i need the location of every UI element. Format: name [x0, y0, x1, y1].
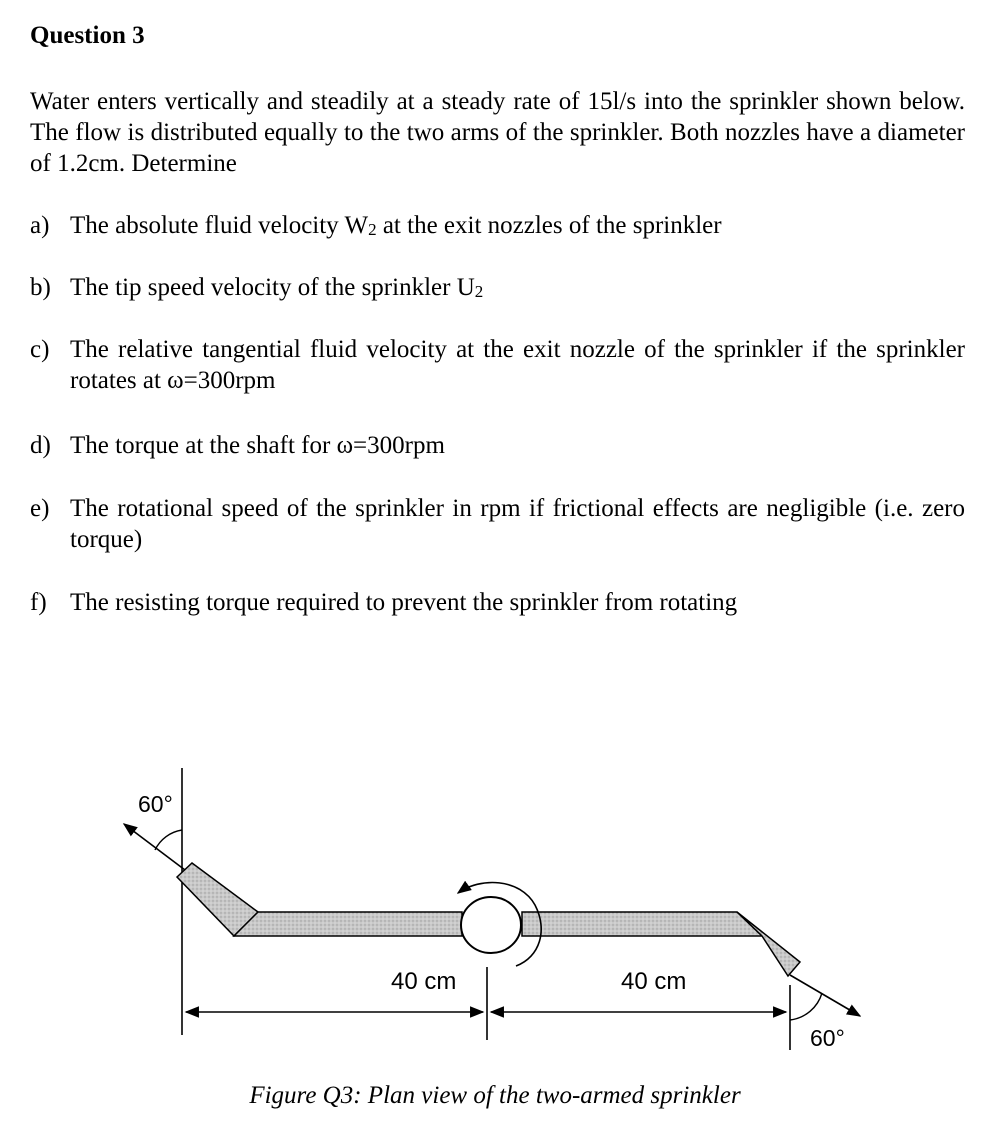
part-text: The torque at the shaft for ω=300rpm: [70, 432, 445, 459]
part-text: The tip speed velocity of the sprinkler $U_2$: [70, 274, 484, 301]
sprinkler-hub: [461, 897, 521, 953]
angle-right-label: 60°: [810, 1025, 845, 1051]
part-label: e): [30, 495, 50, 522]
dimension-left-label: 40 cm: [391, 968, 457, 995]
right-nozzle: [737, 912, 800, 976]
part-label: c): [30, 336, 50, 363]
left-angle-arc: [155, 830, 182, 850]
right-arm: [522, 912, 762, 936]
part-label: b): [30, 274, 51, 301]
angle-left-label: 60°: [138, 791, 173, 817]
question-intro: Water enters vertically and steadily at a steady rate of 15l/s into the sprinkler shown below. The flow is distributed equally to the two arms of the sprinkler. Both nozzles have a diameter of 1.2cm. Determine: [30, 88, 965, 177]
dimension-right-label: 40 cm: [621, 968, 687, 995]
part-text: The absolute fluid velocity $W_2$ at the exit nozzles of the sprinkler: [70, 212, 722, 239]
part-label: f): [30, 589, 47, 616]
part-label: d): [30, 432, 51, 459]
part-text: The rotational speed of the sprinkler in rpm if frictional effects are negligible (i.e. zero torque): [70, 495, 965, 553]
part-text: The relative tangential fluid velocity at the exit nozzle of the sprinkler if the sprinkler rotates at ω=300rpm: [70, 336, 965, 394]
figure-caption: Figure Q3: Plan view of the two-armed sprinkler: [249, 1082, 741, 1109]
right-angle-arc: [790, 993, 822, 1020]
right-jet-arrow: [790, 975, 860, 1016]
part-text: The resisting torque required to prevent the sprinkler from rotating: [70, 589, 738, 616]
sprinkler-diagram: [0, 740, 1008, 1070]
question-title: Question 3: [30, 22, 145, 49]
left-arm: [234, 912, 462, 936]
part-label: a): [30, 212, 50, 239]
